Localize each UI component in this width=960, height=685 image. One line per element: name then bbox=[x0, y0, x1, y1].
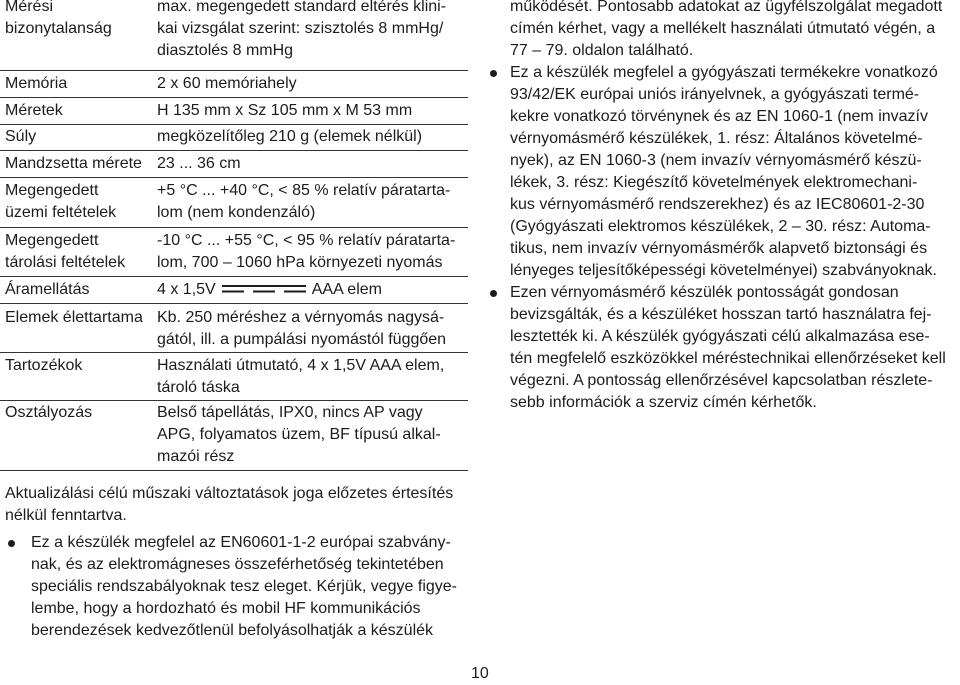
bullet-list-left bbox=[5, 532, 470, 642]
right-column bbox=[487, 0, 957, 414]
spec-label: Osztályozás bbox=[5, 404, 93, 421]
spec-label: Mandzsetta mérete bbox=[5, 155, 142, 172]
table-bottom-rule bbox=[0, 470, 468, 471]
divider bbox=[0, 124, 468, 125]
divider bbox=[0, 97, 468, 98]
spec-label: Méretek bbox=[5, 102, 63, 119]
spec-label: Megengedett üzemi feltételek bbox=[5, 182, 117, 221]
spec-label: Memória bbox=[5, 75, 68, 92]
divider bbox=[0, 177, 468, 178]
spec-label: Megengedett tárolási feltételek bbox=[5, 232, 126, 271]
spec-value: -10 °C ... +55 °C, < 95 % relatív páratarta- lom, 700 – 1060 hPa környezeti nyomás bbox=[157, 232, 456, 271]
change-notice: Aktualizálási célú műszaki változtatások joga előzetes értesítés nélkül fenntartva. bbox=[5, 485, 454, 524]
page-number: 10 bbox=[471, 665, 489, 682]
bullet-icon bbox=[490, 70, 497, 77]
divider bbox=[0, 400, 468, 401]
list-item: Ez a készülék megfelel az EN60601-1-2 európai szabvány- nak, és az elektromágneses összeférhetőség tekintetében speciális rendszabályoknak tesz eleget. Kérjük, vegye figye- lembe, hogy a hordozható és mobil HF kommunikációs berendezések kedvezőtlenül befolyásolhatják a készülék bbox=[5, 532, 470, 642]
spec-value: megközelítőleg 210 g (elemek nélkül) bbox=[157, 128, 423, 145]
divider bbox=[0, 303, 468, 304]
bullet-icon bbox=[490, 290, 497, 297]
spec-value: Belső tápellátás, IPX0, nincs AP vagy APG, folyamatos üzem, BF típusú alkal- mazói rész bbox=[157, 404, 441, 465]
divider bbox=[0, 276, 468, 277]
spec-value: Használati útmutató, 4 x 1,5V AAA elem, tároló táska bbox=[157, 357, 445, 396]
continued-paragraph: működését. Pontosabb adatokat az ügyfélszolgálat megadott címén kérhet, vagy a mellékelt használati útmutató végén, a 77 – 79. oldalon található. bbox=[510, 0, 943, 59]
spec-value: 23 ... 36 cm bbox=[157, 155, 241, 172]
dc-current-icon bbox=[222, 284, 306, 293]
spec-label: Tartozékok bbox=[5, 357, 83, 374]
spec-value: Kb. 250 méréshez a vérnyomás nagysá- gától, ill. a pumpálási nyomástól függően bbox=[157, 309, 447, 348]
list-item: Ezen vérnyomásmérő készülék pontosságát gondosan bevizsgálták, és a készüléket hosszan tartó használatra fej- lesztették ki. A készülék gyógyászati célú alkalmazása ese- tén megfelelő eszközökkel méréstechnikai ellenőrzéseket kell végezni. A pontosság ellenőrzésével kapcsolatban részlete- sebb információk a szerviz címén kérhetők. bbox=[487, 282, 957, 414]
spec-value: 2 x 60 memóriahely bbox=[157, 75, 297, 92]
spec-label: Mérési bizonytalanság bbox=[5, 0, 112, 37]
divider bbox=[0, 227, 468, 228]
divider bbox=[0, 70, 468, 71]
spec-label: Súly bbox=[5, 128, 37, 145]
list-item: Ez a készülék megfelel a gyógyászati termékekre vonatkozó 93/42/EK európai uniós irányelvnek, a gyógyászati termé- kekre vonatkozó törvénynek és az EN 1060-1 (nem invazív vérnyomásmérő készülékek, 1. rész: Általános követelmé- nyek), az EN 1060-3 (nem invazív vérnyomásmérő készü- lékek, 3. rész: Kiegészítő követelmények elektromechani- kus vérnyomásmérő rendszerekhez) és az IEC80601-2-30 (Gyógyászati elektromos készülékek, 2 – 30. rész: Automa- tikus, nem invazív vérnyomásmérők alapvető biztonsági és lényeges teljesítőképességi követelményei) szabványoknak. bbox=[487, 62, 957, 282]
spec-label: Áramellátás bbox=[5, 281, 90, 298]
divider bbox=[0, 352, 468, 353]
spec-label: Elemek élettartama bbox=[5, 309, 143, 326]
spec-value: +5 °C ... +40 °C, < 85 % relatív páratarta- lom (nem kondenzáló) bbox=[157, 182, 451, 221]
divider bbox=[0, 150, 468, 151]
spec-value: H 135 mm x Sz 105 mm x M 53 mm bbox=[157, 102, 413, 119]
spec-value: 4 x 1,5V AAA elem bbox=[157, 281, 382, 298]
bullet-icon bbox=[8, 540, 15, 547]
spec-value: max. megengedett standard eltérés klini- kai vizsgálat szerint: szisztolés 8 mmHg/ diasztolés 8 mmHg bbox=[157, 0, 447, 59]
